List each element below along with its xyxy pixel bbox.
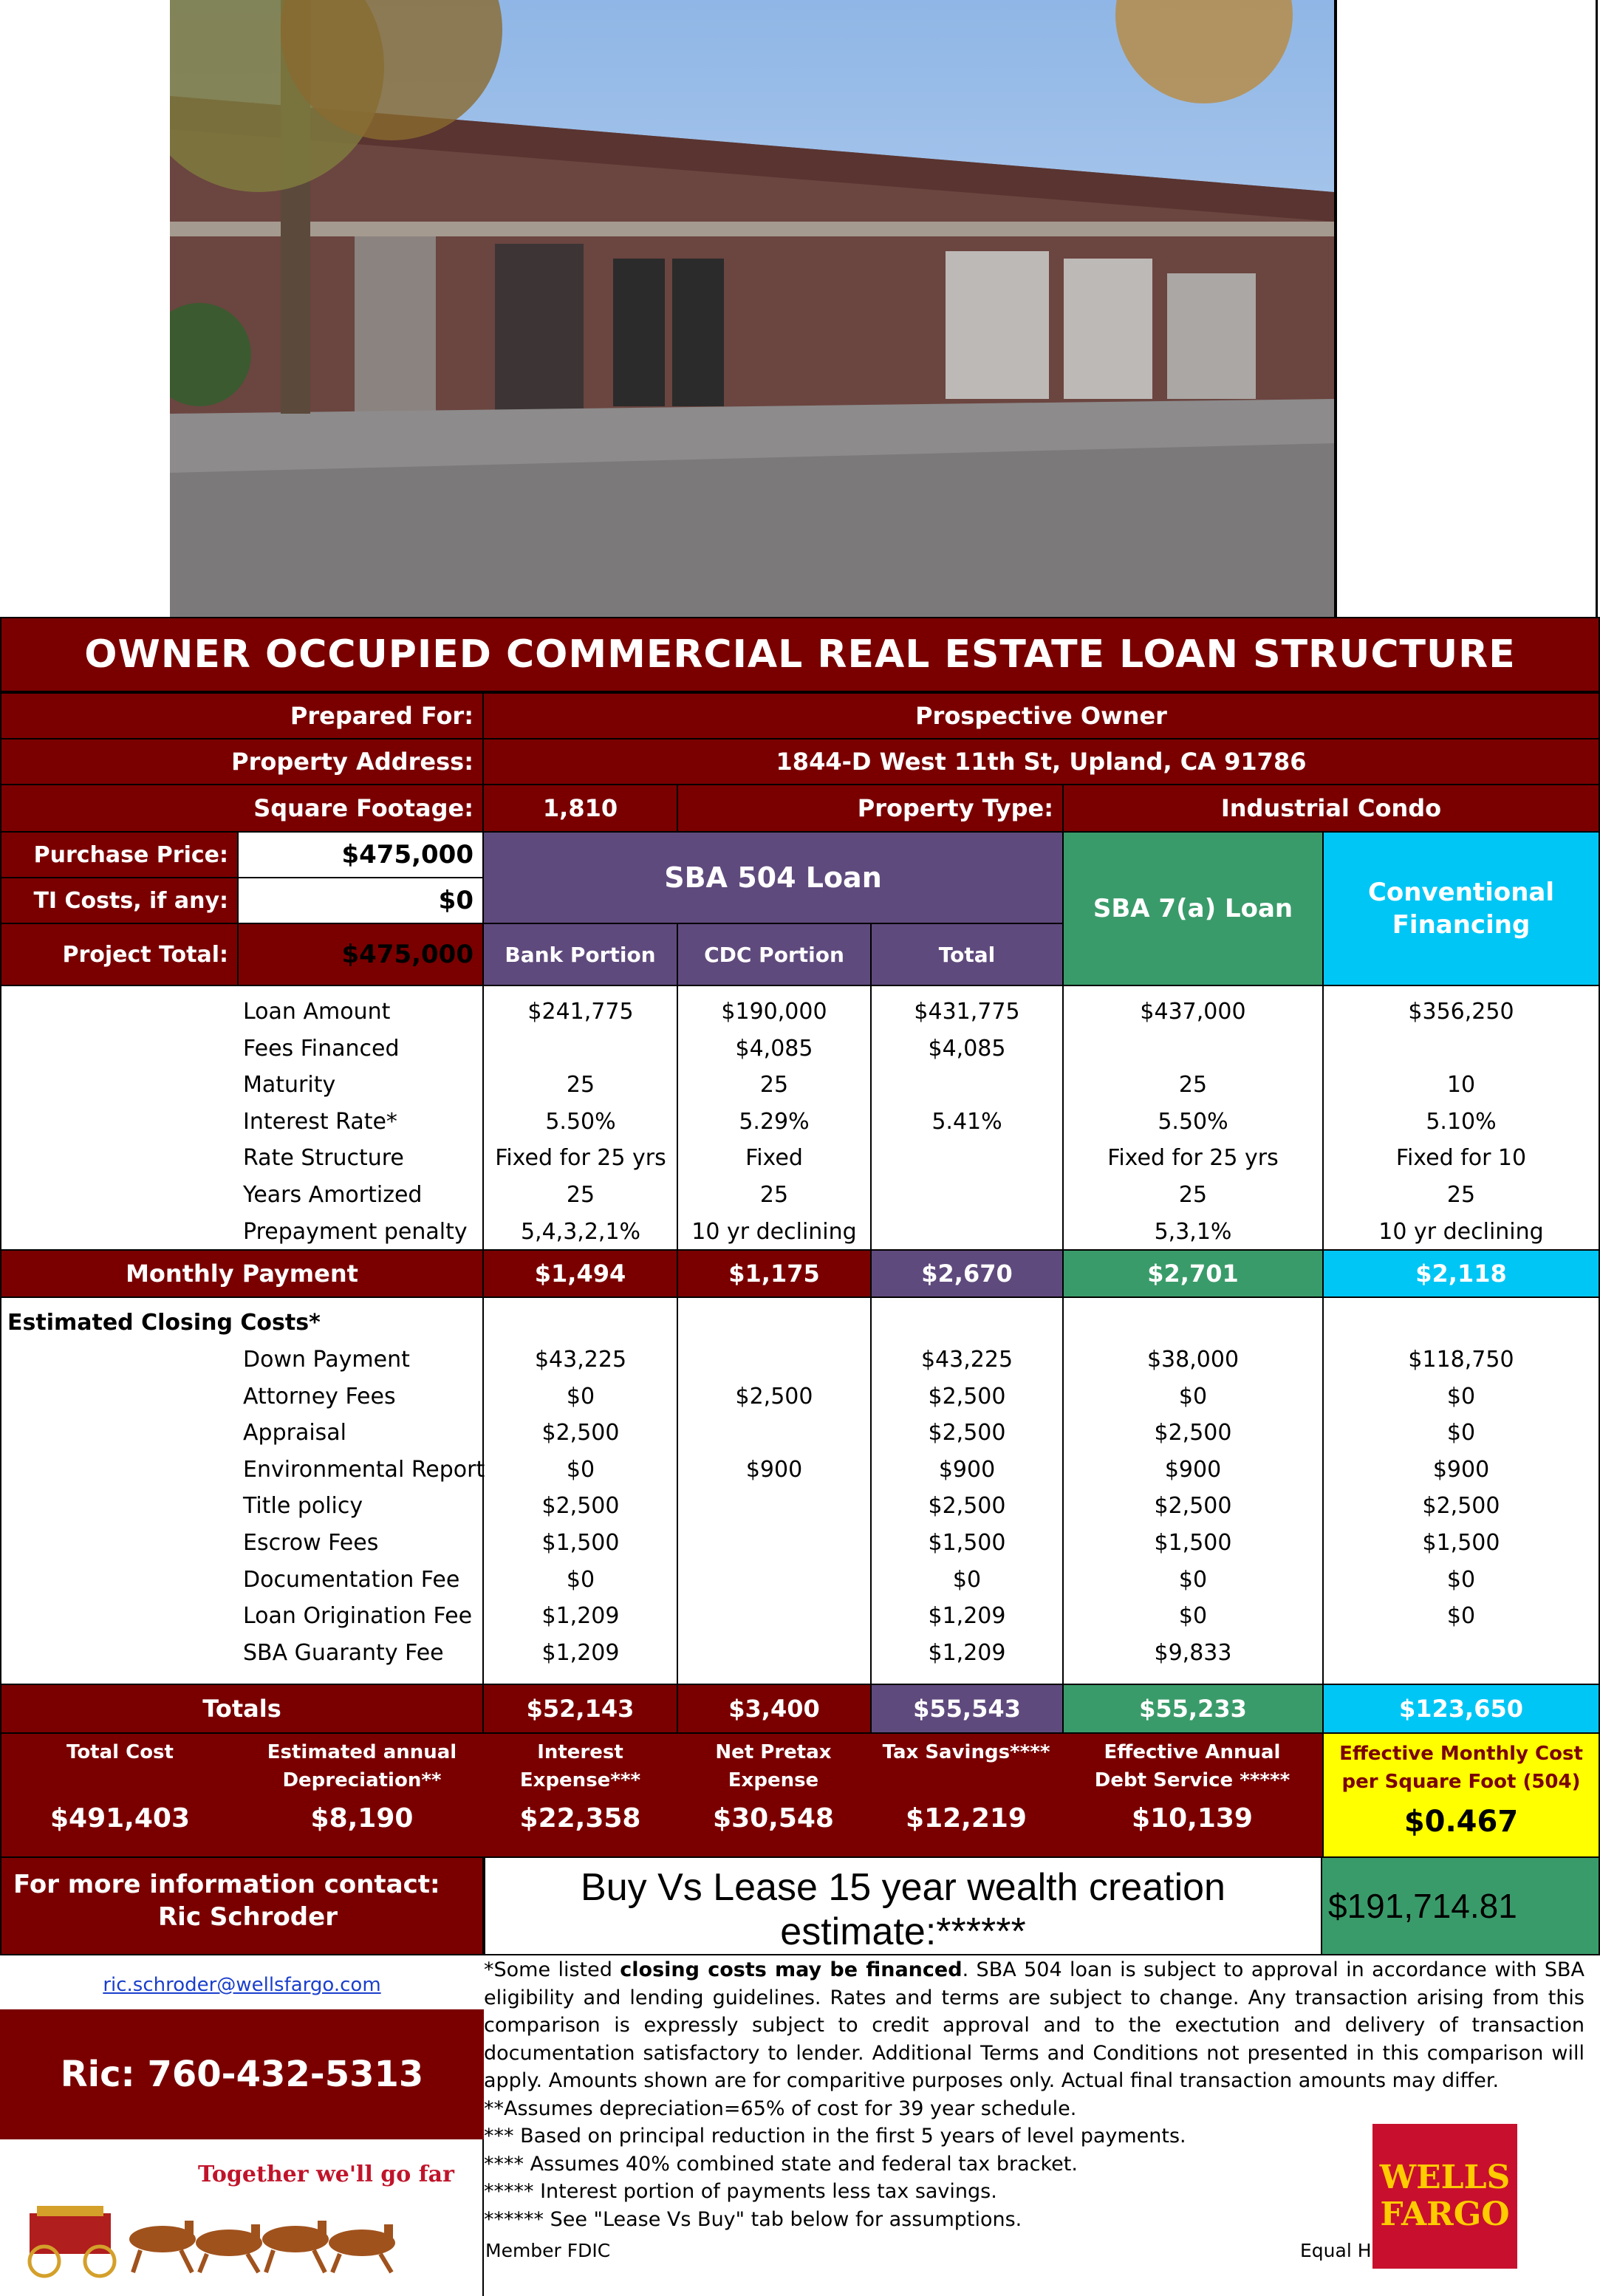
equal-housing: Equal H [1300,2240,1372,2261]
loan-row-conv: 10 [1446,1072,1476,1099]
project-value: $475,000 [237,923,484,986]
closing-row-total: $2,500 [928,1383,1006,1410]
closing-row-bank: $0 [566,1566,595,1593]
closing-row-total: $1,500 [928,1530,1006,1556]
closing-row-bank: $0 [566,1383,595,1410]
loan-row-conv: 25 [1446,1182,1476,1208]
closing-row-sba7a: $0 [1178,1383,1208,1410]
summary-label: Interest [537,1741,623,1763]
wealth-label: Buy Vs Lease 15 year wealth creation estimate:****** [484,1856,1322,1955]
note-principal: *** Based on principal reduction in the first 5 years of level payments. [484,2125,1186,2148]
totals-sba7a: $55,233 [1062,1684,1324,1734]
loan-row-cdc: 10 yr declining [691,1218,857,1245]
closing-row-bank: $1,209 [541,1603,620,1630]
closing-row-total: $900 [938,1456,996,1483]
summary-cell [1322,1732,1600,1858]
loan-row-label: Years Amortized [243,1182,423,1208]
closing-row-conv: $900 [1432,1456,1490,1483]
summary-value: $491,403 [49,1803,191,1834]
contact-line1: For more information contact: [13,1870,440,1899]
prepared-for-value: Prospective Owner [482,692,1600,739]
loan-row-cdc: 5.29% [739,1108,810,1135]
sqft-value: 1,810 [482,784,678,833]
summary-label: Net Pretax [715,1741,832,1763]
summary-value: $8,190 [310,1803,414,1834]
summary-cell [870,1732,1062,1858]
closing-row-bank: $2,500 [541,1420,620,1446]
stagecoach-icon [15,2198,458,2280]
sqft-label: Square Footage: [0,784,484,833]
sba504-header: SBA 504 Loan [482,831,1064,924]
address-value: 1844-D West 11th St, Upland, CA 91786 [482,738,1600,785]
closing-row-sba7a: $0 [1178,1603,1208,1630]
loan-row-bank: 5.50% [545,1108,616,1135]
monthly-conv: $2,118 [1322,1249,1600,1298]
closing-row-total: $2,500 [928,1493,1006,1520]
contact-box [0,1856,484,1955]
summary-label: Estimated annual [267,1741,457,1763]
loan-row-label: Fees Financed [243,1035,400,1062]
bank-portion-header: Bank Portion [482,923,678,986]
summary-cell [240,1732,484,1858]
wealth-value: $191,714.81 [1321,1856,1600,1955]
closing-row-label: Title policy [243,1493,363,1520]
summary-cell [0,1732,240,1858]
note-interest: ***** Interest portion of payments less tax savings. [484,2180,997,2203]
address-label: Property Address: [0,738,484,785]
totals-label: Totals [0,1684,484,1734]
total-header: Total [870,923,1064,986]
closing-row-sba7a: $1,500 [1154,1530,1232,1556]
email-link[interactable]: ric.schroder@wellsfargo.com [103,1974,381,1996]
closing-row-conv: $118,750 [1408,1347,1514,1373]
summary-sublabel: Debt Service ***** [1094,1769,1290,1791]
summary-sublabel: Depreciation** [282,1769,442,1791]
loan-row-label: Prepayment penalty [243,1218,468,1245]
loan-row-sba7a: $437,000 [1140,999,1246,1025]
closing-row-sba7a: $38,000 [1146,1347,1240,1373]
summary-sublabel [870,1766,1062,1794]
conventional-header: Conventional Financing [1322,831,1600,986]
loan-row-cdc: $4,085 [735,1035,813,1062]
summary-label: Effective Monthly Cost [1339,1743,1583,1765]
loan-row-conv: $356,250 [1408,999,1514,1025]
note-depreciation: **Assumes depreciation=65% of cost for 39 year schedule. [484,2097,1077,2120]
loan-row-bank: $241,775 [527,999,634,1025]
loan-row-label: Maturity [243,1072,336,1099]
closing-row-label: Attorney Fees [243,1383,396,1410]
monthly-bank: $1,494 [482,1249,678,1298]
closing-row-bank: $1,500 [541,1530,620,1556]
loan-row-total: $431,775 [914,999,1020,1025]
loan-row-sba7a: 5,3,1% [1154,1218,1232,1245]
cdc-portion-header: CDC Portion [677,923,872,986]
closing-row-label: Escrow Fees [243,1530,379,1556]
closing-row-label: Environmental Report [243,1456,485,1483]
loan-row-bank: 5,4,3,2,1% [520,1218,641,1245]
closing-row-conv: $2,500 [1422,1493,1500,1520]
loan-row-conv: 10 yr declining [1378,1218,1544,1245]
closing-row-sba7a: $900 [1164,1456,1222,1483]
closing-row-bank: $1,209 [541,1639,620,1666]
summary-label: Tax Savings**** [882,1741,1050,1763]
sba7a-header: SBA 7(a) Loan [1062,831,1324,986]
title-bar [0,617,1600,692]
summary-label: Total Cost [66,1741,174,1763]
ti-value: $0 [237,877,484,924]
summary-value: $10,139 [1132,1803,1253,1834]
loan-row-label: Rate Structure [243,1145,404,1172]
closing-row-total: $2,500 [928,1420,1006,1446]
closing-row-sba7a: $9,833 [1154,1639,1232,1666]
closing-row-bank: $0 [566,1456,595,1483]
page-title: OWNER OCCUPIED COMMERCIAL REAL ESTATE LOAN STRUCTURE [84,632,1516,677]
monthly-cdc: $1,175 [677,1249,872,1298]
summary-sublabel: per Square Foot (504) [1341,1771,1581,1793]
closing-row-cdc: $2,500 [735,1383,813,1410]
loan-row-cdc: 25 [759,1072,789,1099]
loan-row-cdc: $190,000 [721,999,827,1025]
summary-cell [484,1732,677,1858]
summary-value: $12,219 [906,1803,1027,1834]
summary-sublabel: Expense*** [519,1769,641,1791]
photo-border-right [1334,0,1337,617]
monthly-payment-label: Monthly Payment [0,1249,484,1298]
closing-row-sba7a: $2,500 [1154,1493,1232,1520]
closing-row-total: $43,225 [920,1347,1013,1373]
type-value: Industrial Condo [1062,784,1600,833]
slogan: Together we'll go far [198,2162,454,2187]
closing-row-conv: $0 [1446,1420,1476,1446]
note-tax: **** Assumes 40% combined state and federal tax bracket. [484,2152,1078,2176]
loan-row-cdc: 25 [759,1182,789,1208]
closing-row-total: $0 [952,1566,982,1593]
page-border-right [1596,0,1598,617]
closing-costs-header: Estimated Closing Costs* [7,1310,321,1336]
closing-row-bank: $43,225 [534,1347,627,1373]
loan-row-bank: 25 [566,1182,595,1208]
loan-row-bank: 25 [566,1072,595,1099]
summary-cell [1062,1732,1322,1858]
summary-cell [677,1732,870,1858]
loan-row-sba7a: 25 [1178,1072,1208,1099]
totals-total: $55,543 [870,1684,1064,1734]
loan-row-label: Loan Amount [243,999,391,1025]
loan-row-cdc: Fixed [745,1145,803,1172]
closing-row-sba7a: $2,500 [1154,1420,1232,1446]
summary-sublabel: Expense [728,1769,819,1791]
summary-label: Effective Annual [1104,1741,1281,1763]
building-photo [170,0,1334,617]
closing-row-label: SBA Guaranty Fee [243,1639,444,1666]
wells-fargo-logo: WELLS FARGO [1372,2124,1517,2269]
contact-name: Ric Schroder [158,1902,338,1932]
closing-row-conv: $0 [1446,1383,1476,1410]
totals-bank: $52,143 [482,1684,678,1734]
loan-row-bank: Fixed for 25 yrs [495,1145,666,1172]
loan-row-sba7a: Fixed for 25 yrs [1107,1145,1279,1172]
loan-row-sba7a: 25 [1178,1182,1208,1208]
loan-row-label: Interest Rate* [243,1108,397,1135]
closing-row-cdc: $900 [745,1456,803,1483]
note-lease: ****** See "Lease Vs Buy" tab below for assumptions. [484,2207,1022,2231]
monthly-sba7a: $2,701 [1062,1249,1324,1298]
purchase-label: Purchase Price: [0,831,239,878]
loan-row-conv: 5.10% [1426,1108,1497,1135]
loan-row-total: $4,085 [928,1035,1006,1062]
summary-value: $0.467 [1404,1805,1519,1839]
totals-conv: $123,650 [1322,1684,1600,1734]
closing-row-label: Down Payment [243,1347,410,1373]
member-fdic: Member FDIC [485,2240,611,2261]
closing-row-conv: $0 [1446,1566,1476,1593]
closing-row-total: $1,209 [928,1603,1006,1630]
stagecoach-banner [0,2139,484,2296]
disclaimer-main: *Some listed closing costs may be financed. SBA 504 loan is subject to approval in accordance with SBA eligibility and lending guidelines. Rates and terms are subject to change. Any transaction arising from this comparison is expressly subject to credit approval and to the exectution and delivery of transaction documentation satisfactory to lender. Additional Terms and Conditions not presented in this comparison will apply. Amounts shown are for comparitive purposes only. Actual final transaction amounts may differ. [484,1958,1585,2092]
closing-row-label: Loan Origination Fee [243,1603,473,1630]
summary-value: $22,358 [519,1803,641,1834]
closing-row-conv: $1,500 [1422,1530,1500,1556]
monthly-total: $2,670 [870,1249,1064,1298]
summary-value: $30,548 [713,1803,834,1834]
purchase-value: $475,000 [237,831,484,878]
loan-row-sba7a: 5.50% [1158,1108,1228,1135]
closing-row-label: Documentation Fee [243,1566,460,1593]
phone-box [0,2009,484,2139]
closing-row-label: Appraisal [243,1420,347,1446]
loan-row-conv: Fixed for 10 [1395,1145,1527,1172]
closing-row-conv: $0 [1446,1603,1476,1630]
type-label: Property Type: [677,784,1064,833]
totals-cdc: $3,400 [677,1684,872,1734]
closing-row-bank: $2,500 [541,1493,620,1520]
prepared-for-label: Prepared For: [0,692,484,739]
closing-row-total: $1,209 [928,1639,1006,1666]
summary-sublabel [0,1766,240,1794]
closing-row-sba7a: $0 [1178,1566,1208,1593]
project-label: Project Total: [0,923,239,986]
ti-label: TI Costs, if any: [0,877,239,924]
phone-number: Ric: 760-432-5313 [60,2054,424,2095]
loan-row-total: 5.41% [931,1108,1002,1135]
